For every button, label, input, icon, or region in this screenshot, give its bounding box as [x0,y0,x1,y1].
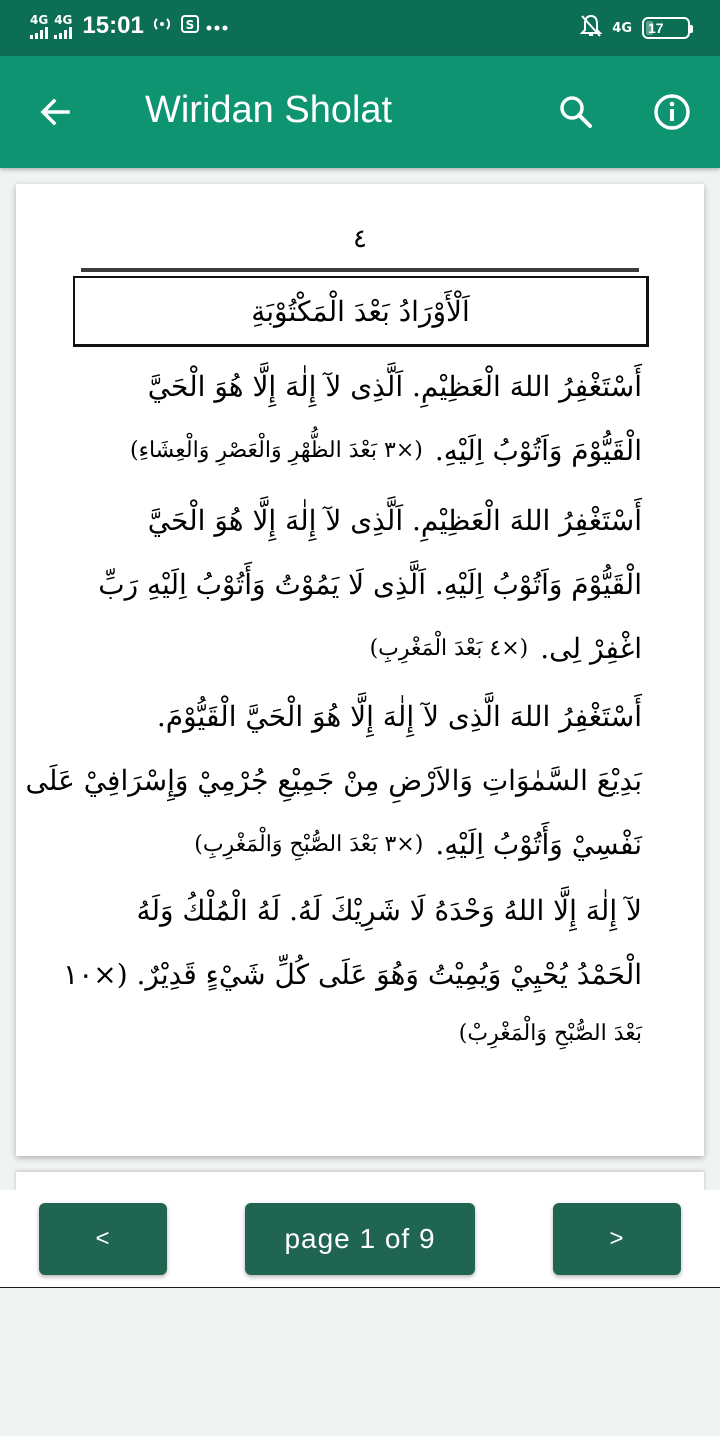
next-page-button[interactable]: > [553,1203,681,1275]
status-left [30,12,228,40]
status-right [580,14,690,42]
status-bar [0,0,720,56]
network-type-1: 4G [30,12,49,27]
paragraph-1 [82,354,642,482]
paragraph-line: نَفْسِيْ وَأَتُوْبُ اِلَيْهِ. (×٣ بَعْدَ الصُّبْحِ وَالْمَغْرِبِ) [194,827,642,861]
network-type-2: 4G [54,12,73,27]
paragraph-line: أَسْتَغْفِرُ اللهَ الْعَظِيْمِ. اَلَّذِى لآ إِلٰهَ إِلَّا هُوَ الْحَيَّ [147,503,642,537]
paragraph-line: لآ إِلٰهَ إِلَّا اللهُ وَحْدَهُ لَا شَرِيْكَ لَهُ. لَهُ الْمُلْكُ وَلَهُ [136,893,642,927]
paragraph-line: أَسْتَغْفِرُ اللهَ الْعَظِيْمِ. اَلَّذِى لآ إِلٰهَ إِلَّا هُوَ الْحَيَّ [147,369,642,403]
page-title: Wiridan Sholat [145,89,393,131]
more-notifications-icon [206,16,228,37]
previous-page-button[interactable]: < [39,1203,167,1275]
paragraph-3 [25,684,642,876]
paragraph-line: أَسْتَغْفِرُ اللهَ الَّذِى لآ إِلٰهَ إِلَّا هُوَ الْحَيَّ الْقَيُّوْمَ. [156,699,642,733]
battery-level: 17 [648,20,664,36]
hotspot-icon [150,15,174,38]
paragraph-line: الْحَمْدُ يُحْيِيْ وَيُمِيْتُ وَهُوَ عَلَى كُلِّ شَيْءٍ قَدِيْرٌ. (×١٠ [63,957,642,991]
recitation-note: (×٣ بَعْدَ الصُّبْحِ وَالْمَغْرِبِ) [194,831,424,857]
header-rule [81,268,639,272]
recitation-note: بَعْدَ الصُّبْحِ وَالْمَغْرِبْ) [458,1020,642,1046]
recitation-note: (×٣ بَعْدَ الظُّهْرِ وَالْعَصْرِ وَالْعِشَاءِ) [130,437,423,463]
page-indicator-button[interactable]: page 1 of 9 [245,1203,475,1275]
recitation-note: (×٤ بَعْدَ الْمَغْرِبِ) [369,635,529,661]
app-bar [0,56,720,168]
paragraph-2 [82,488,642,680]
svg-text:S: S [185,17,195,32]
info-icon[interactable] [652,92,692,132]
paragraph-line: الْقَيُّوْمَ وَاَتُوْبُ اِلَيْهِ. (×٣ بَعْدَ الظُّهْرِ وَالْعَصْرِ وَالْعِشَاءِ) [130,433,642,467]
paragraph-line: بَدِيْعَ السَّمٰوَاتِ وَالاَرْضِ مِنْ جَمِيْعِ جُرْمِيْ وَإِسْرَافِيْ عَلَى [25,763,642,797]
network-signal-icon-2 [54,14,72,39]
paragraph-line: الْقَيُّوْمَ وَاَتُوْبُ اِلَيْهِ. اَلَّذِى لَا يَمُوْتُ وَأَتُوْبُ اِلَيْهِ رَبِّ [98,567,642,601]
heading-text: اَلْأَوْرَادُ بَعْدَ الْمَكْتُوْبَةِ [251,294,470,328]
screenshot-icon [180,14,200,39]
document-page [16,184,704,1156]
battery-icon [642,17,690,39]
clock: 15:01 [82,12,144,39]
paragraph-line: اغْفِرْ لِى. (×٤ بَعْدَ الْمَغْرِبِ) [369,631,642,665]
network-type-right: 4G [612,20,632,36]
paragraph-4 [63,878,642,1060]
heading-box [73,276,649,347]
notifications-off-icon [580,14,602,42]
search-icon[interactable] [556,92,596,132]
page-number: ٤ [353,224,367,254]
network-signal-icon [30,14,48,39]
pagination-bar [0,1190,720,1288]
paragraph-line [82,1006,642,1060]
arrow-back-icon[interactable] [36,92,76,132]
